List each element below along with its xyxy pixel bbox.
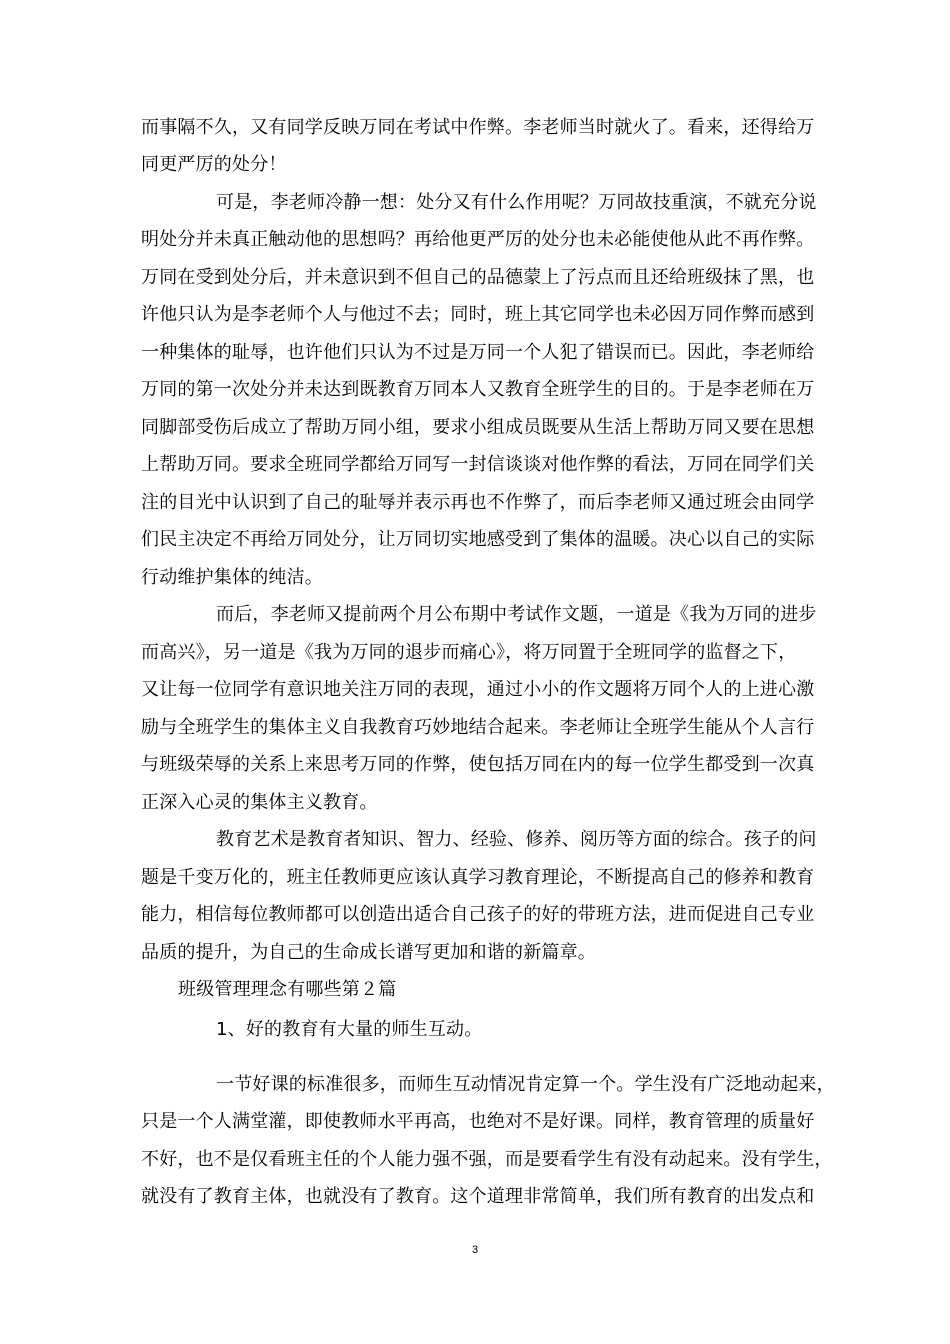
paragraph-line: 题是千变万化的，班主任教师更应该认真学习教育理论，不断提高自己的修养和教育: [141, 867, 815, 888]
paragraph-line: 而后，李老师又提前两个月公布期中考试作文题，一道是《我为万同的进步: [216, 604, 817, 625]
paragraph-line: 能力，相信每位教师都可以创造出适合自己孩子的好的带班方法，进而促进自己专业: [141, 904, 815, 925]
paragraph-line: 明处分并未真正触动他的思想吗？再给他更严厉的处分也未必能使他从此不再作弊。: [141, 229, 815, 250]
paragraph-line: 同更严厉的处分！: [141, 154, 287, 175]
paragraph-line: 只是一个人满堂灌，即使教师水平再高，也绝对不是好课。同样，教育管理的质量好: [141, 1111, 815, 1132]
paragraph-line: 品质的提升，为自己的生命成长谱写更加和谐的新篇章。: [141, 942, 596, 963]
paragraph-line: 同脚部受伤后成立了帮助万同小组，要求小组成员既要从生活上帮助万同又要在思想: [141, 417, 815, 438]
paragraph-line: 上帮助万同。要求全班同学都给万同写一封信谈谈对他作弊的看法，万同在同学们关: [141, 454, 815, 475]
paragraph-line: 一种集体的耻辱，也许他们只认为不过是万同一个人犯了错误而已。因此，李老师给: [141, 342, 815, 363]
paragraph-line: 可是，李老师冷静一想：处分又有什么作用呢？万同故技重演，不就充分说: [216, 192, 817, 213]
list-item-heading: 1、好的教育有大量的师生互动。: [216, 1019, 483, 1040]
paragraph-line: 而事隔不久，又有同学反映万同在考试中作弊。李老师当时就火了。看来，还得给万: [141, 117, 815, 138]
paragraph-line: 们民主决定不再给万同处分，让万同切实地感受到了集体的温暖。决心以自己的实际: [141, 529, 815, 550]
paragraph-line: 又让每一位同学有意识地关注万同的表现，通过小小的作文题将万同个人的上进心激: [141, 679, 815, 700]
paragraph-line: 就没有了教育主体，也就没有了教育。这个道理非常简单，我们所有教育的出发点和: [141, 1186, 815, 1207]
paragraph-line: 与班级荣辱的关系上来思考万同的作弊，使包括万同在内的每一位学生都受到一次真: [141, 754, 815, 775]
page-number: 3: [471, 1244, 479, 1256]
paragraph-line: 一节好课的标准很多，而师生互动情况肯定算一个。学生没有广泛地动起来，: [216, 1074, 835, 1095]
paragraph-line: 万同在受到处分后，并未意识到不但自己的品德蒙上了污点而且还给班级抹了黑，也: [141, 267, 815, 288]
section-heading: 班级管理理念有哪些第２篇: [178, 979, 397, 1000]
paragraph-line: 而高兴》，另一道是《我为万同的退步而痛心》，将万同置于全班同学的监督之下，: [141, 642, 797, 663]
paragraph-line: 励与全班学生的集体主义自我教育巧妙地结合起来。李老师让全班学生能从个人言行: [141, 717, 815, 738]
paragraph-line: 行动维护集体的纯洁。: [141, 567, 323, 588]
paragraph-line: 教育艺术是教育者知识、智力、经验、修养、阅历等方面的综合。孩子的问: [216, 829, 817, 850]
paragraph-line: 正深入心灵的集体主义教育。: [141, 792, 378, 813]
paragraph-line: 注的目光中认识到了自己的耻辱并表示再也不作弊了，而后李老师又通过班会由同学: [141, 492, 815, 513]
paragraph-line: 不好，也不是仅看班主任的个人能力强不强，而是要看学生有没有动起来。没有学生，: [141, 1149, 833, 1170]
paragraph-line: 万同的第一次处分并未达到既教育万同本人又教育全班学生的目的。于是李老师在万: [141, 379, 815, 400]
paragraph-line: 许他只认为是李老师个人与他过不去；同时，班上其它同学也未必因万同作弊而感到: [141, 304, 815, 325]
